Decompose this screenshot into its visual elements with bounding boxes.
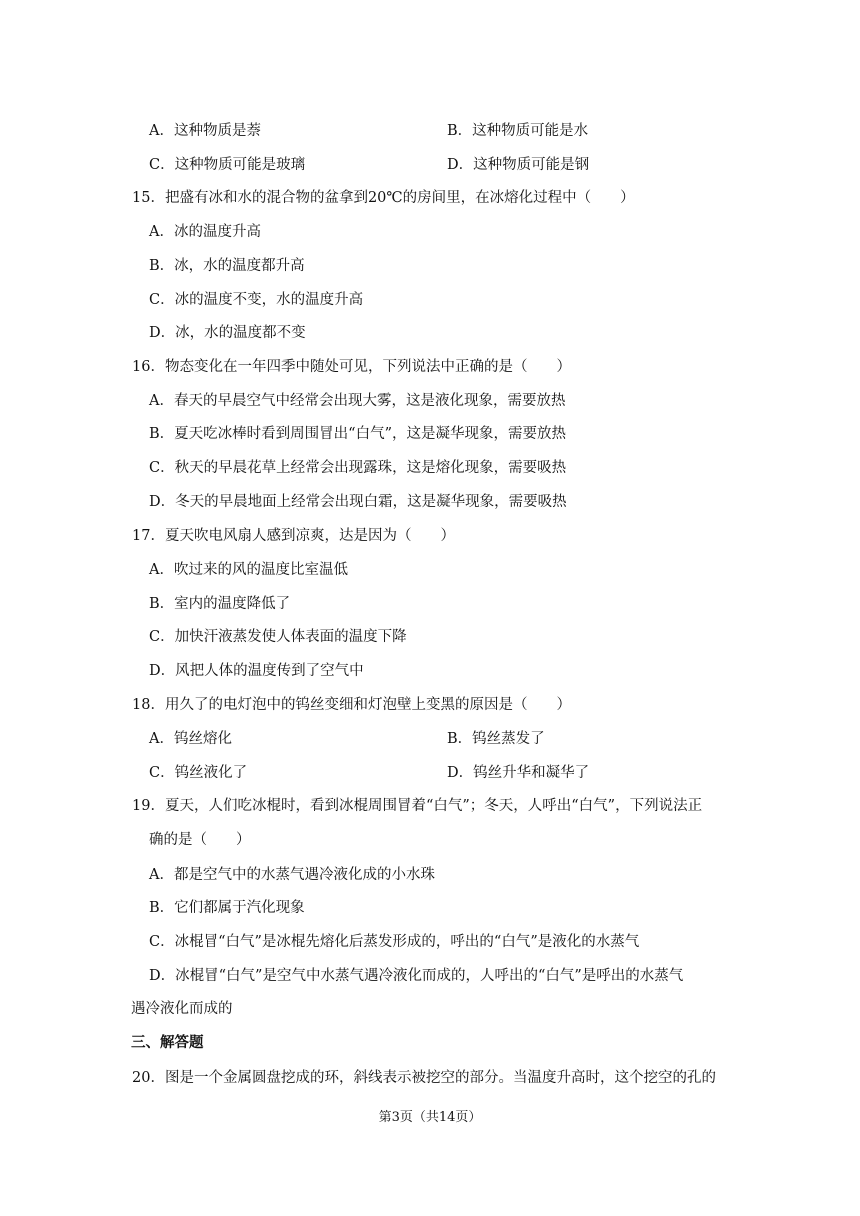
q18-option-a: A．钨丝熔化 bbox=[149, 731, 232, 747]
q18-stem: 18．用久了的电灯泡中的钨丝变细和灯泡壁上变黑的原因是（ ） bbox=[132, 697, 571, 713]
q16-option-b: B．夏天吃冰棒时看到周围冒出“白气”，这是凝华现象，需要放热 bbox=[149, 426, 566, 442]
section-title-answer-questions: 三、解答题 bbox=[131, 1034, 204, 1051]
q15-option-d: D．冰，水的温度都不变 bbox=[149, 325, 306, 341]
q16-option-d: D．冬天的早晨地面上经常会出现白霜，这是凝华现象，需要吸热 bbox=[149, 494, 567, 510]
q17-option-c: C．加快汗液蒸发使人体表面的温度下降 bbox=[149, 629, 407, 645]
q19-stem-line-2: 确的是（ ） bbox=[149, 832, 251, 848]
q17-option-a: A．吹过来的风的温度比室温低 bbox=[149, 562, 348, 578]
q18-option-b: B．钨丝蒸发了 bbox=[447, 731, 545, 747]
q18-option-c: C．钨丝液化了 bbox=[149, 765, 248, 781]
q14-option-c: C．这种物质可能是玻璃 bbox=[149, 157, 306, 173]
q19-option-d-line-2: 遇冷液化而成的 bbox=[131, 1001, 233, 1017]
page-footer: 第3页（共14页） bbox=[378, 1110, 482, 1125]
q16-option-a: A．春天的早晨空气中经常会出现大雾，这是液化现象，需要放热 bbox=[149, 393, 566, 409]
q17-stem: 17．夏天吹电风扇人感到凉爽，达是因为（ ） bbox=[132, 528, 455, 544]
q18-option-d: D．钨丝升华和凝华了 bbox=[447, 765, 590, 781]
q15-stem: 15．把盛有冰和水的混合物的盆拿到20℃的房间里，在冰熔化过程中（ ） bbox=[132, 190, 635, 206]
q15-option-c: C．冰的温度不变，水的温度升高 bbox=[149, 292, 364, 308]
q14-option-a: A．这种物质是萘 bbox=[149, 123, 261, 139]
q19-stem-line-1: 19．夏天，人们吃冰棍时，看到冰棍周围冒着“白气”；冬天，人呼出“白气”，下列说法正 bbox=[132, 798, 703, 814]
q19-option-d-line-1: D．冰棍冒“白气”是空气中水蒸气遇冷液化而成的，人呼出的“白气”是呼出的水蒸气 bbox=[149, 968, 684, 984]
q19-option-c: C．冰棍冒“白气”是冰棍先熔化后蒸发形成的，呼出的“白气”是液化的水蒸气 bbox=[149, 934, 640, 950]
q19-option-a: A．都是空气中的水蒸气遇冷液化成的小水珠 bbox=[149, 867, 435, 883]
q14-option-b: B．这种物质可能是水 bbox=[447, 123, 589, 139]
q19-option-b: B．它们都属于汽化现象 bbox=[149, 900, 305, 916]
q15-option-a: A．冰的温度升高 bbox=[149, 224, 261, 240]
q17-option-d: D．风把人体的温度传到了空气中 bbox=[149, 663, 364, 679]
q17-option-b: B．室内的温度降低了 bbox=[149, 596, 291, 612]
q16-option-c: C．秋天的早晨花草上经常会出现露珠，这是熔化现象，需要吸热 bbox=[149, 460, 567, 476]
q14-option-d: D．这种物质可能是钢 bbox=[447, 157, 590, 173]
q16-stem: 16．物态变化在一年四季中随处可见，下列说法中正确的是（ ） bbox=[132, 359, 571, 375]
q15-option-b: B．冰，水的温度都升高 bbox=[149, 258, 305, 274]
q20-stem-line-1: 20．图是一个金属圆盘挖成的环，斜线表示被挖空的部分。当温度升高时，这个挖空的孔的 bbox=[132, 1070, 716, 1086]
